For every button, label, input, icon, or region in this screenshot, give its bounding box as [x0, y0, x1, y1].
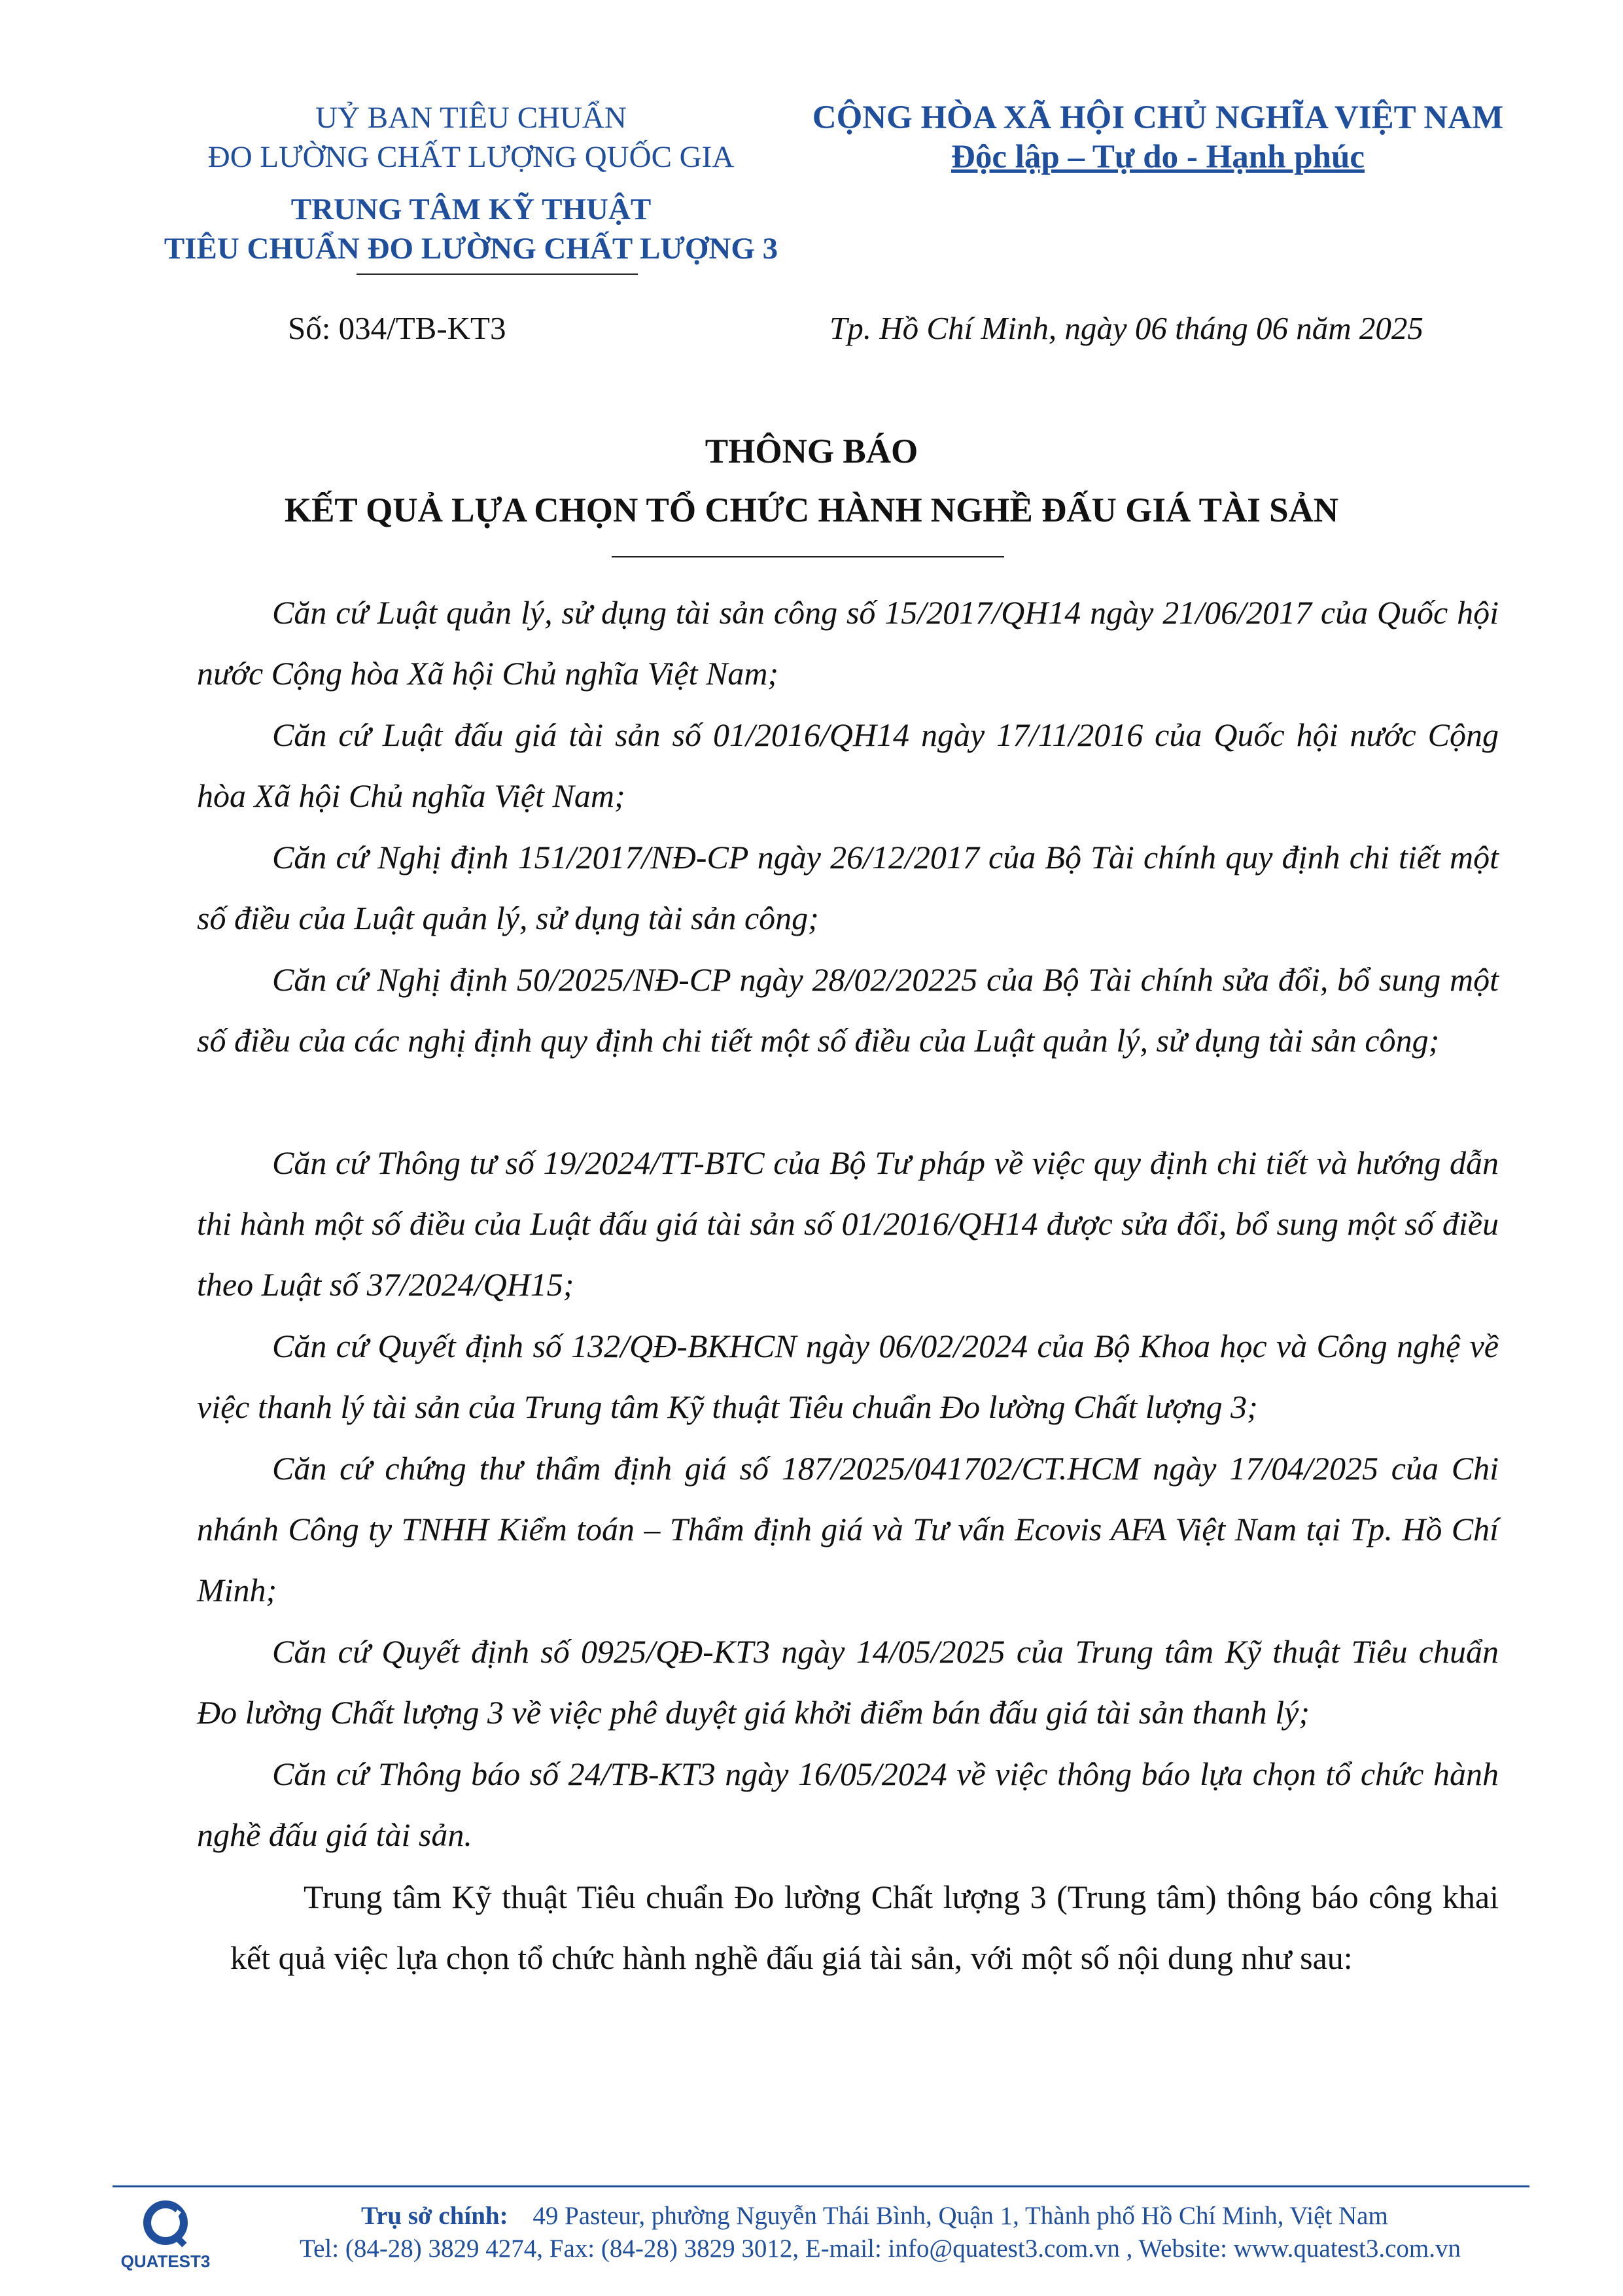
document-title: THÔNG BÁO — [705, 433, 918, 470]
quatest3-logo — [116, 2197, 215, 2275]
footer-contact: Tel: (84-28) 3829 4274, Fax: (84-28) 3829 3012, E-mail: info@quatest3.com.vn , Website: www.quatest3.com.vn — [300, 2234, 1461, 2263]
logo-text: QUATEST3 — [120, 2252, 211, 2271]
national-name: CỘNG HÒA XÃ HỘI CHỦ NGHĨA VIỆT NAM — [812, 99, 1504, 136]
legal-basis-5: Căn cứ Thông tư số 19/2024/TT-BTC của Bộ Tư pháp về việc quy định chi tiết và hướng dẫn thi hành một số điều của Luật đấu giá tài sản số 01/2016/QH14 được sửa đổi, bổ sung một số điều theo Luật số 37/2024/QH15; — [197, 1144, 1499, 1303]
legal-basis-9: Căn cứ Thông báo số 24/TB-KT3 ngày 16/05/2024 về việc thông báo lựa chọn tổ chức hành nghề đấu giá tài sản. — [197, 1756, 1499, 1853]
legal-basis-1: Căn cứ Luật quản lý, sử dụng tài sản công số 15/2017/QH14 ngày 21/06/2017 của Quốc hội nước Cộng hòa Xã hội Chủ nghĩa Việt Nam; — [197, 594, 1499, 692]
legal-basis-2: Căn cứ Luật đấu giá tài sản số 01/2016/QH14 ngày 17/11/2016 của Quốc hội nước Cộng hòa Xã hội Chủ nghĩa Việt Nam; — [197, 716, 1499, 814]
hq-label: Trụ sở chính: — [361, 2202, 508, 2230]
issuer-block — [150, 98, 792, 268]
issuer-divider — [357, 274, 638, 275]
issuer-line-2: ĐO LƯỜNG CHẤT LƯỢNG QUỐC GIA — [207, 140, 735, 174]
title-divider — [612, 556, 1004, 557]
footer-divider — [113, 2185, 1529, 2187]
announcement-body: Trung tâm Kỹ thuật Tiêu chuẩn Đo lường Chất lượng 3 (Trung tâm) thông báo công khai kết quả việc lựa chọn tổ chức hành nghề đấu giá tài sản, với một số nội dung như sau: — [230, 1879, 1499, 1976]
footer-address — [361, 2200, 1388, 2233]
national-motto: Độc lập – Tự do - Hạnh phúc — [951, 139, 1365, 175]
legal-basis-8: Căn cứ Quyết định số 0925/QĐ-KT3 ngày 14/05/2025 của Trung tâm Kỹ thuật Tiêu chuẩn Đo lường Chất lượng 3 về việc phê duyệt giá khởi điểm bán đấu giá tài sản thanh lý; — [197, 1633, 1499, 1731]
national-motto-block — [805, 98, 1511, 177]
legal-basis-3: Căn cứ Nghị định 151/2017/NĐ-CP ngày 26/12/2017 của Bộ Tài chính quy định chi tiết một số điều của Luật quản lý, sử dụng tài sản công; — [197, 839, 1499, 936]
issuer-line-3: TRUNG TÂM KỸ THUẬT — [290, 192, 652, 226]
hq-address: 49 Pasteur, phường Nguyễn Thái Bình, Quận 1, Thành phố Hồ Chí Minh, Việt Nam — [532, 2202, 1388, 2230]
legal-basis-6: Căn cứ Quyết định số 132/QĐ-BKHCN ngày 06/02/2024 của Bộ Khoa học và Công nghệ về việc thanh lý tài sản của Trung tâm Kỹ thuật Tiêu chuẩn Đo lường Chất lượng 3; — [197, 1328, 1499, 1425]
legal-basis-7: Căn cứ chứng thư thẩm định giá số 187/2025/041702/CT.HCM ngày 17/04/2025 của Chi nhánh Công ty TNHH Kiểm toán – Thẩm định giá và Tư vấn Ecovis AFA Việt Nam tại Tp. Hồ Chí Minh; — [197, 1450, 1499, 1608]
document-subtitle: KẾT QUẢ LỰA CHỌN TỔ CHỨC HÀNH NGHỀ ĐẤU GIÁ TÀI SẢN — [284, 491, 1339, 529]
issuer-line-4: TIÊU CHUẨN ĐO LƯỜNG CHẤT LƯỢNG 3 — [164, 232, 778, 266]
issuer-line-1: UỶ BAN TIÊU CHUẨN — [315, 101, 627, 135]
document-number: Số: 034/TB-KT3 — [288, 310, 506, 346]
legal-basis-4: Căn cứ Nghị định 50/2025/NĐ-CP ngày 28/02/20225 của Bộ Tài chính sửa đổi, bổ sung một số điều của các nghị định quy định chi tiết một số điều của Luật quản lý, sử dụng tài sản công; — [197, 961, 1499, 1059]
place-date: Tp. Hồ Chí Minh, ngày 06 tháng 06 năm 2025 — [829, 310, 1423, 346]
